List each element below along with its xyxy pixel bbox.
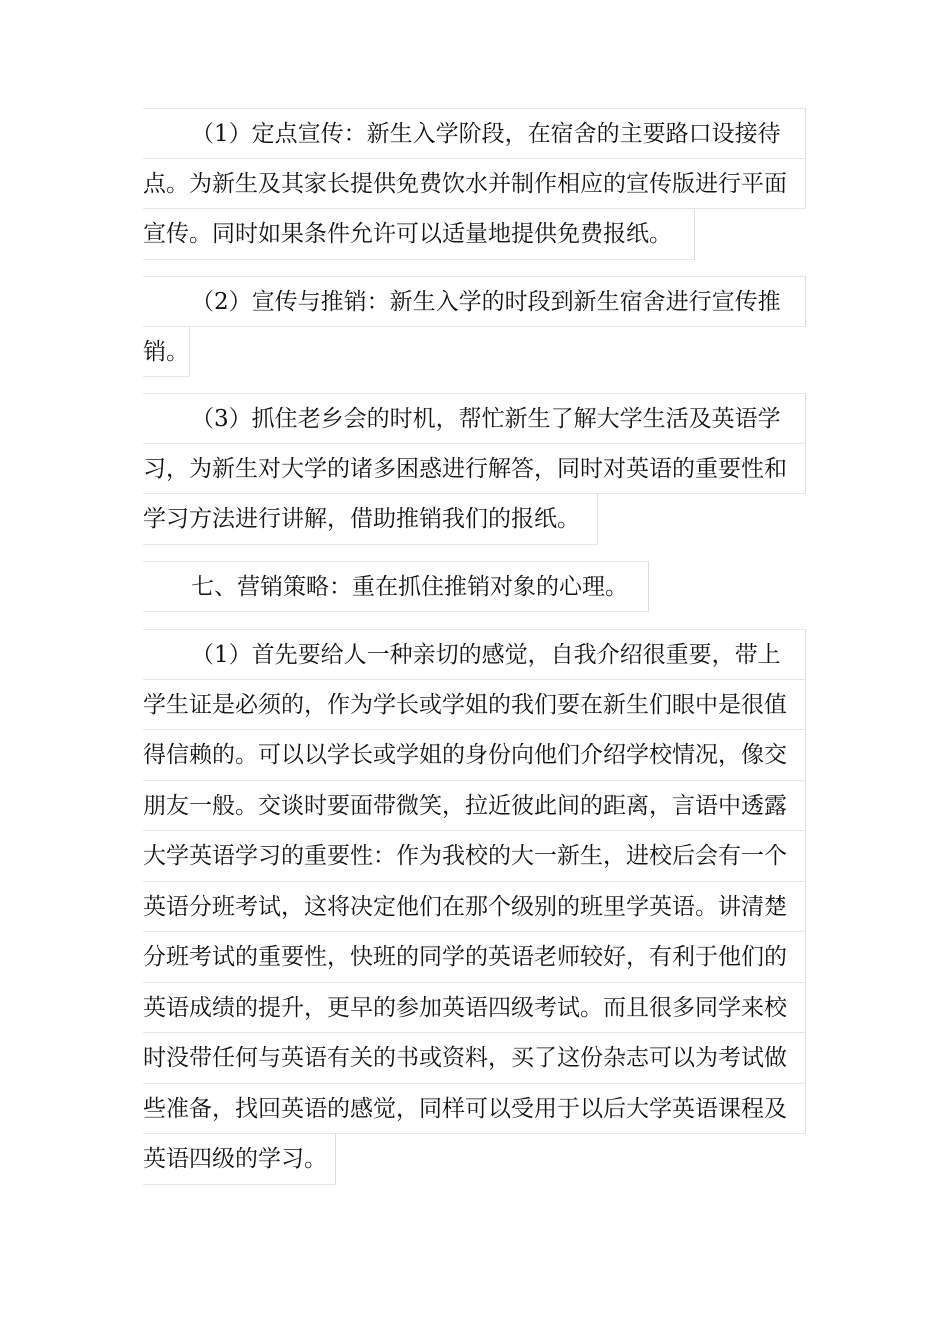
text-line: 些准备，找回英语的感觉，同样可以受用于以后大学英语课程及 (143, 1084, 806, 1135)
text-line: 分班考试的重要性，快班的同学的英语老师较好，有利于他们的 (143, 932, 806, 983)
paragraph-1 (143, 108, 806, 260)
text-line: 英语分班考试，这将决定他们在那个级别的班里学英语。讲清楚 (143, 882, 806, 933)
paragraph-2 (143, 276, 806, 377)
text-line: 时没带任何与英语有关的书或资料，买了这份杂志可以为考试做 (143, 1033, 806, 1084)
text-line: 习，为新生对大学的诸多困惑进行解答，同时对英语的重要性和 (143, 444, 806, 495)
text-line: 点。为新生及其家长提供免费饮水并制作相应的宣传版进行平面 (143, 159, 806, 210)
text-line: 学生证是必须的，作为学长或学姐的我们要在新生们眼中是很值 (143, 680, 806, 731)
text-line: 学习方法进行讲解，借助推销我们的报纸。 (143, 494, 598, 545)
paragraph-3 (143, 393, 806, 545)
text-line: 大学英语学习的重要性：作为我校的大一新生，进校后会有一个 (143, 831, 806, 882)
text-line: （1）首先要给人一种亲切的感觉，自我介绍很重要，带上 (143, 629, 806, 680)
section-heading: 七、营销策略：重在抓住推销对象的心理。 (143, 561, 649, 612)
text-line: 宣传。同时如果条件允许可以适量地提供免费报纸。 (143, 209, 695, 260)
text-line: 销。 (143, 327, 190, 378)
paragraph-5 (143, 629, 806, 1185)
text-line: 英语成绩的提升，更早的参加英语四级考试。而且很多同学来校 (143, 983, 806, 1034)
text-line: 朋友一般。交谈时要面带微笑，拉近彼此间的距离，言语中透露 (143, 781, 806, 832)
text-line: （3）抓住老乡会的时机，帮忙新生了解大学生活及英语学 (143, 393, 806, 444)
text-line: 得信赖的。可以以学长或学姐的身份向他们介绍学校情况，像交 (143, 730, 806, 781)
paragraph-4 (143, 561, 649, 612)
text-line: 英语四级的学习。 (143, 1134, 336, 1185)
text-line: （2）宣传与推销：新生入学的时段到新生宿舍进行宣传推 (143, 276, 806, 327)
text-line: （1）定点宣传：新生入学阶段，在宿舍的主要路口设接待 (143, 108, 806, 159)
